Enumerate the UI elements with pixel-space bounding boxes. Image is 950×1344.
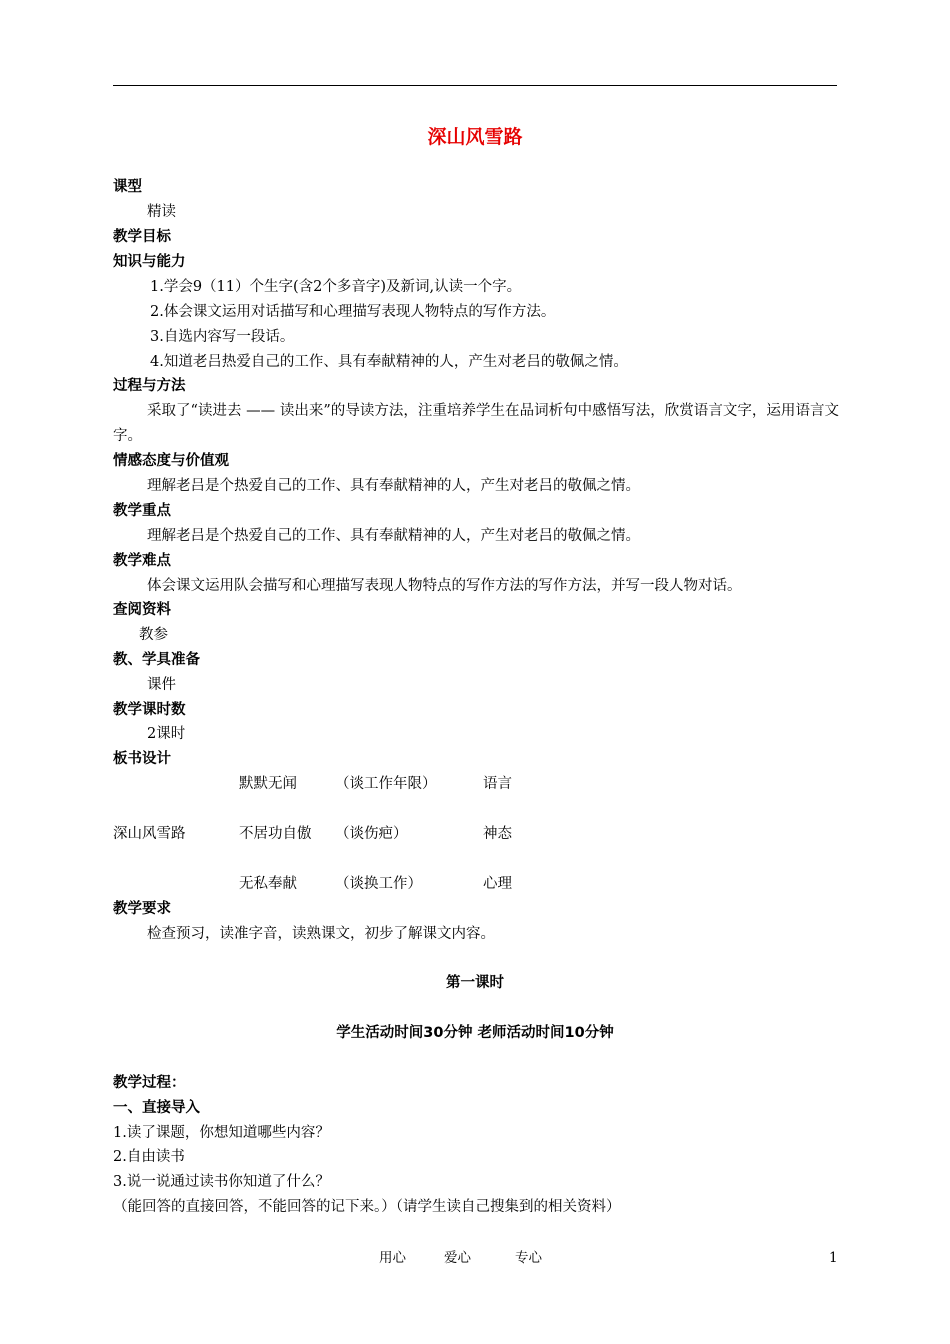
tools-heading: 教、学具准备 <box>113 652 200 668</box>
time-allocation: 学生活动时间30分钟 老师活动时间10分钟 <box>336 1025 614 1041</box>
knowledge-item: 1.学会9（11）个生字(含2个多音字)及新词,认读一个字。 <box>150 279 522 295</box>
document-title: 深山风雪路 <box>427 126 523 148</box>
process-heading: 过程与方法 <box>113 378 186 394</box>
board-item: 语言 <box>483 776 512 792</box>
knowledge-item: 2.体会课文运用对话描写和心理描写表现人物特点的写作方法。 <box>150 304 556 320</box>
step1-item: 3.说一说通过读书你知道了什么？ <box>113 1174 330 1190</box>
knowledge-item: 3.自选内容写一段话。 <box>150 329 295 345</box>
board-item: （谈伤疤） <box>335 826 408 842</box>
reference-heading: 查阅资料 <box>113 602 171 618</box>
board-item: 心理 <box>483 876 512 892</box>
hours-text: 2课时 <box>147 726 186 742</box>
knowledge-heading: 知识与能力 <box>113 254 186 270</box>
lesson-type-text: 精读 <box>147 204 176 220</box>
tools-text: 课件 <box>147 677 176 693</box>
footer-motto: 专心 <box>515 1250 542 1266</box>
board-item: （谈换工作） <box>335 876 422 892</box>
step1-item: 2.自由读书 <box>113 1149 185 1165</box>
procedure-heading: 教学过程： <box>113 1075 186 1091</box>
step1-item: （能回答的直接回答，不能回答的记下来。）（请学生读自己搜集到的相关资料） <box>113 1199 621 1215</box>
lesson-type-heading: 课型 <box>113 179 142 195</box>
reference-text: 教参 <box>139 627 168 643</box>
header-rule <box>113 85 837 86</box>
board-item: 不居功自傲 <box>239 826 312 842</box>
step1-item: 1.读了课题，你想知道哪些内容？ <box>113 1125 330 1141</box>
hours-heading: 教学课时数 <box>113 702 186 718</box>
board-title: 深山风雪路 <box>113 826 186 842</box>
difficulty-text: 体会课文运用队会描写和心理描写表现人物特点的写作方法的写作方法，并写一段人物对话。 <box>147 578 742 594</box>
goals-heading: 教学目标 <box>113 229 171 245</box>
knowledge-item: 4.知道老吕热爱自己的工作、具有奉献精神的人，产生对老吕的敬佩之情。 <box>150 354 628 370</box>
step1-heading: 一、直接导入 <box>113 1100 200 1116</box>
process-text: 采取了“读进去 —— 读出来”的导读方法，注重培养学生在品词析句中感悟写法，欣赏语言文字，运用语言文字。 <box>113 403 839 444</box>
difficulty-heading: 教学难点 <box>113 553 171 569</box>
emotion-text: 理解老吕是个热爱自己的工作、具有奉献精神的人，产生对老吕的敬佩之情。 <box>147 478 640 494</box>
requirement-text: 检查预习，读准字音，读熟课文，初步了解课文内容。 <box>147 926 495 942</box>
key-text: 理解老吕是个热爱自己的工作、具有奉献精神的人，产生对老吕的敬佩之情。 <box>147 528 640 544</box>
key-heading: 教学重点 <box>113 503 171 519</box>
board-item: 无私奉献 <box>239 876 297 892</box>
board-heading: 板书设计 <box>113 751 171 767</box>
emotion-heading: 情感态度与价值观 <box>113 453 229 469</box>
footer-motto: 用心 <box>379 1250 406 1266</box>
board-item: 默默无闻 <box>239 776 297 792</box>
page-number: 1 <box>829 1250 838 1266</box>
period-heading: 第一课时 <box>446 975 504 991</box>
requirement-heading: 教学要求 <box>113 901 171 917</box>
board-item: （谈工作年限） <box>335 776 437 792</box>
footer-motto: 爱心 <box>444 1250 471 1266</box>
board-item: 神态 <box>483 826 512 842</box>
